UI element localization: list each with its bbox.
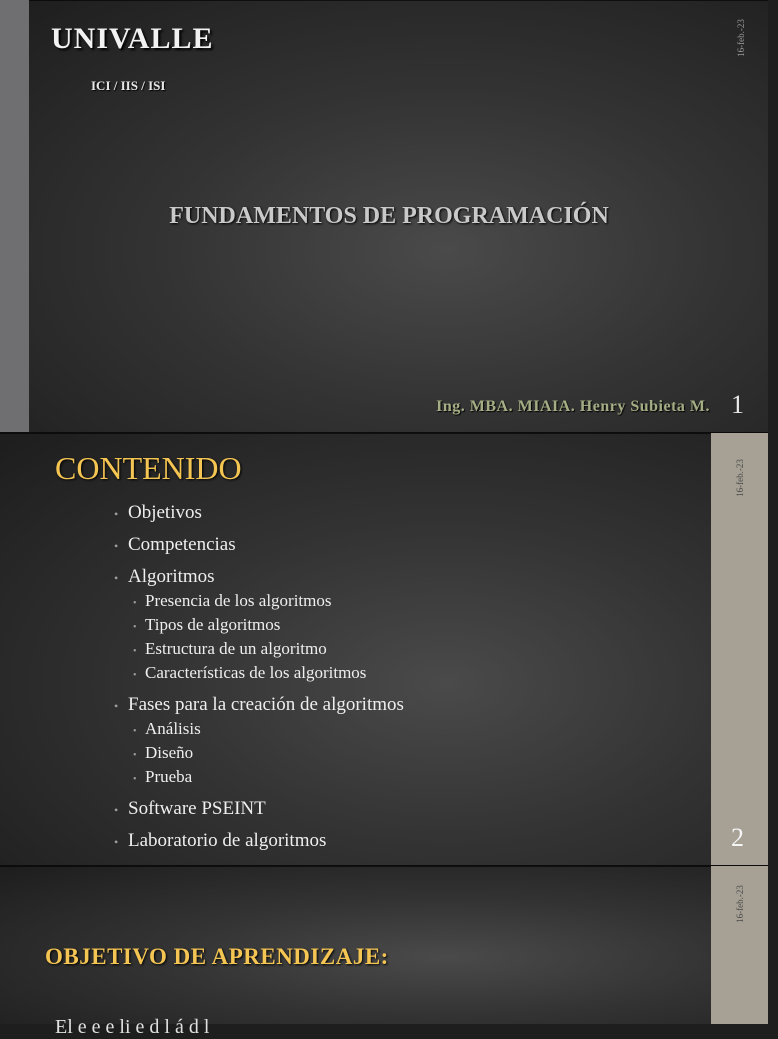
- contents-item-label: Software PSEINT: [128, 798, 266, 819]
- contents-list: [114, 501, 704, 861]
- course-title: FUNDAMENTOS DE PROGRAMACIÓN: [169, 203, 609, 229]
- bullet-icon: •: [133, 774, 137, 785]
- slide-date: 16-feb.-23: [735, 459, 745, 497]
- author-name: Ing. MBA. MIAIA. Henry Subieta M.: [436, 398, 710, 415]
- slide-date: 16-feb.-23: [735, 885, 745, 923]
- contents-subitem-label: Estructura de un algoritmo: [145, 639, 327, 658]
- contents-item: [114, 829, 704, 854]
- contents-item: [114, 693, 704, 790]
- contents-item: [114, 565, 704, 686]
- contents-item-label: Objetivos: [128, 502, 202, 523]
- objective-title: OBJETIVO DE APRENDIZAJE:: [45, 944, 389, 969]
- contents-subitem: [133, 766, 704, 790]
- contents-subitem-label: Diseño: [145, 743, 194, 762]
- title-slide: [0, 0, 768, 432]
- bullet-icon: •: [114, 803, 119, 817]
- contents-item-label: Competencias: [128, 534, 236, 555]
- contents-subitem: [133, 614, 704, 638]
- slide-number: 1: [731, 390, 744, 419]
- contents-subitem-label: Prueba: [145, 767, 193, 786]
- contents-subitem-label: Análisis: [145, 719, 201, 738]
- contents-subitem: [133, 742, 704, 766]
- contents-subitem-label: Presencia de los algoritmos: [145, 591, 332, 610]
- contents-item-label: Algoritmos: [128, 566, 215, 587]
- contents-subitems: [133, 590, 704, 686]
- bullet-icon: •: [114, 835, 119, 849]
- contents-subitem: [133, 590, 704, 614]
- contents-subitem: [133, 638, 704, 662]
- bullet-icon: •: [114, 699, 119, 713]
- bullet-icon: •: [133, 726, 137, 737]
- right-accent-band: [711, 433, 768, 865]
- slide-date: 16-feb.-23: [736, 19, 746, 57]
- bullet-icon: •: [114, 539, 119, 553]
- contents-item: [114, 797, 704, 822]
- contents-title: CONTENIDO: [55, 450, 242, 486]
- program-codes: ICI / IIS / ISI: [91, 78, 166, 93]
- contents-subitems: [133, 718, 704, 790]
- bullet-icon: •: [133, 622, 137, 633]
- slide-number: 2: [731, 823, 744, 852]
- bullet-icon: •: [133, 598, 137, 609]
- university-name: UNIVALLE: [51, 22, 214, 55]
- bullet-icon: •: [133, 670, 137, 681]
- contents-item: [114, 533, 704, 558]
- bullet-icon: •: [114, 571, 119, 585]
- bullet-icon: •: [133, 646, 137, 657]
- bullet-icon: •: [133, 750, 137, 761]
- contents-subitem: [133, 718, 704, 742]
- objective-slide: [0, 866, 768, 1038]
- contents-item: [114, 501, 704, 526]
- contents-subitem-label: Tipos de algoritmos: [145, 615, 281, 634]
- contents-subitem: [133, 662, 704, 686]
- contents-slide: [0, 433, 768, 865]
- contents-subitem-label: Características de los algoritmos: [145, 663, 367, 682]
- bullet-icon: •: [114, 507, 119, 521]
- contents-item-label: Laboratorio de algoritmos: [128, 830, 327, 851]
- objective-body-cutoff: El e e e li e d l á d l: [55, 1016, 210, 1038]
- contents-item-label: Fases para la creación de algoritmos: [128, 694, 404, 715]
